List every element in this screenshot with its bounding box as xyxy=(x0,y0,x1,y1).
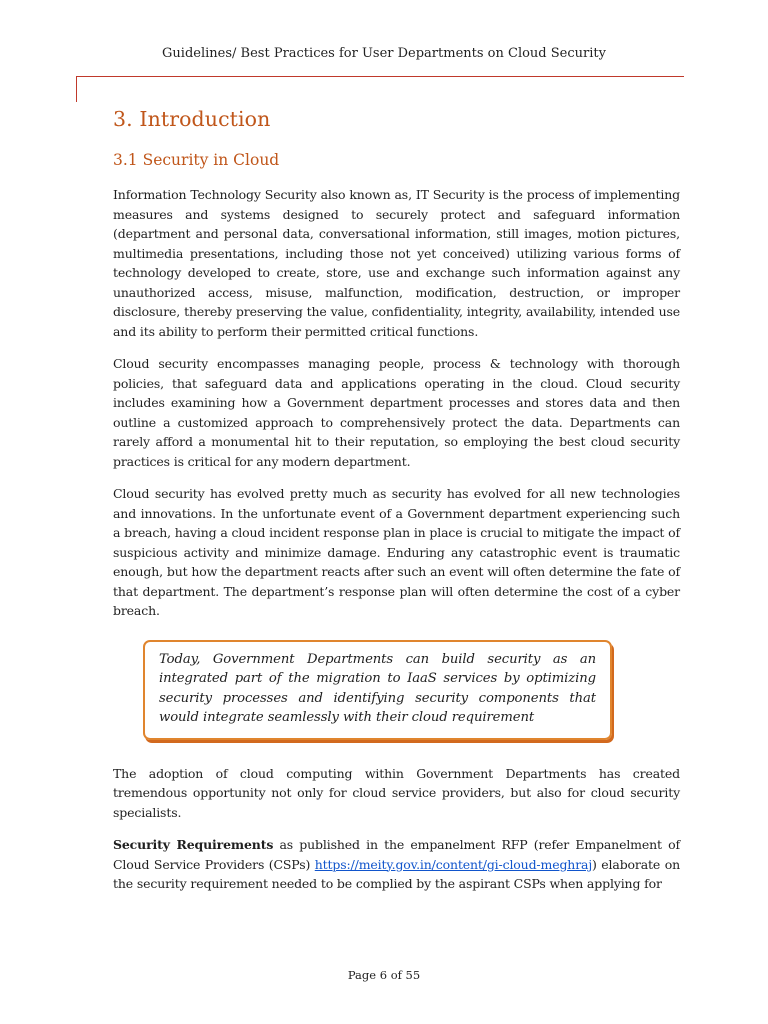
paragraph-cloud-security: Cloud security encompasses managing people, process & technology with thorough policies, that safeguard data and applications operating in the cloud. Cloud security includes examining how a Government department processes and stores data and then outline a customized approach to comprehensively protect the data. Departments can rarely afford a monumental hit to their reputation, so employing the best cloud security practices is critical for any modern department. xyxy=(113,356,680,469)
page-content xyxy=(113,107,680,907)
meghraj-link[interactable]: https://meity.gov.in/content/gi-cloud-meghraj xyxy=(314,856,593,872)
security-requirements-text-2: ) elaborate on the security requirement needed to be complied by the aspirant CSPs when applying for xyxy=(113,856,680,891)
callout-box xyxy=(143,640,612,740)
paragraph-adoption: The adoption of cloud computing within Government Departments has created tremendous opportunity not only for cloud service providers, but also for cloud security specialists. xyxy=(113,765,680,820)
paragraph-security-requirements xyxy=(113,835,680,894)
running-header: Guidelines/ Best Practices for User Departments on Cloud Security xyxy=(162,46,606,61)
page-number: Page 6 of 55 xyxy=(347,968,421,982)
security-requirements-label: Security Requirements xyxy=(113,837,274,852)
subsection-heading: 3.1 Security in Cloud xyxy=(113,151,280,169)
section-heading: 3. Introduction xyxy=(113,107,271,131)
security-requirements-text-1: as published in the empanelment RFP (refer Empanelment of Cloud Service Providers (CSPs) xyxy=(113,837,680,872)
paragraph-evolution: Cloud security has evolved pretty much as security has evolved for all new technologies and innovations. In the unfortunate event of a Government department experiencing such a breach, having a cloud incident response plan in place is crucial to mitigate the impact of suspicious activity and minimize damage. Enduring any catastrophic event is traumatic enough, but how the department reacts after such an event will often determine the fate of that department. The department’s response plan will often determine the cost of a cyber breach. xyxy=(113,486,680,618)
header-divider-tick xyxy=(76,76,77,102)
paragraph-it-security: Information Technology Security also known as, IT Security is the process of implementing measures and systems designed to securely protect and safeguard information (department and personal data, conversational information, still images, motion pictures, multimedia presentations, including those not yet conceived) utilizing various forms of technology developed to create, store, use and exchange such information against any unauthorized access, misuse, malfunction, modification, destruction, or improper disclosure, thereby preserving the value, confidentiality, integrity, availability, intended use and its ability to perform their permitted critical functions. xyxy=(113,187,680,339)
header-divider xyxy=(76,76,684,77)
callout-text: Today, Government Departments can build security as an integrated part of the migration to IaaS services by optimizing security processes and identifying security components that would integrate seamlessly with their cloud requirement xyxy=(159,651,596,725)
